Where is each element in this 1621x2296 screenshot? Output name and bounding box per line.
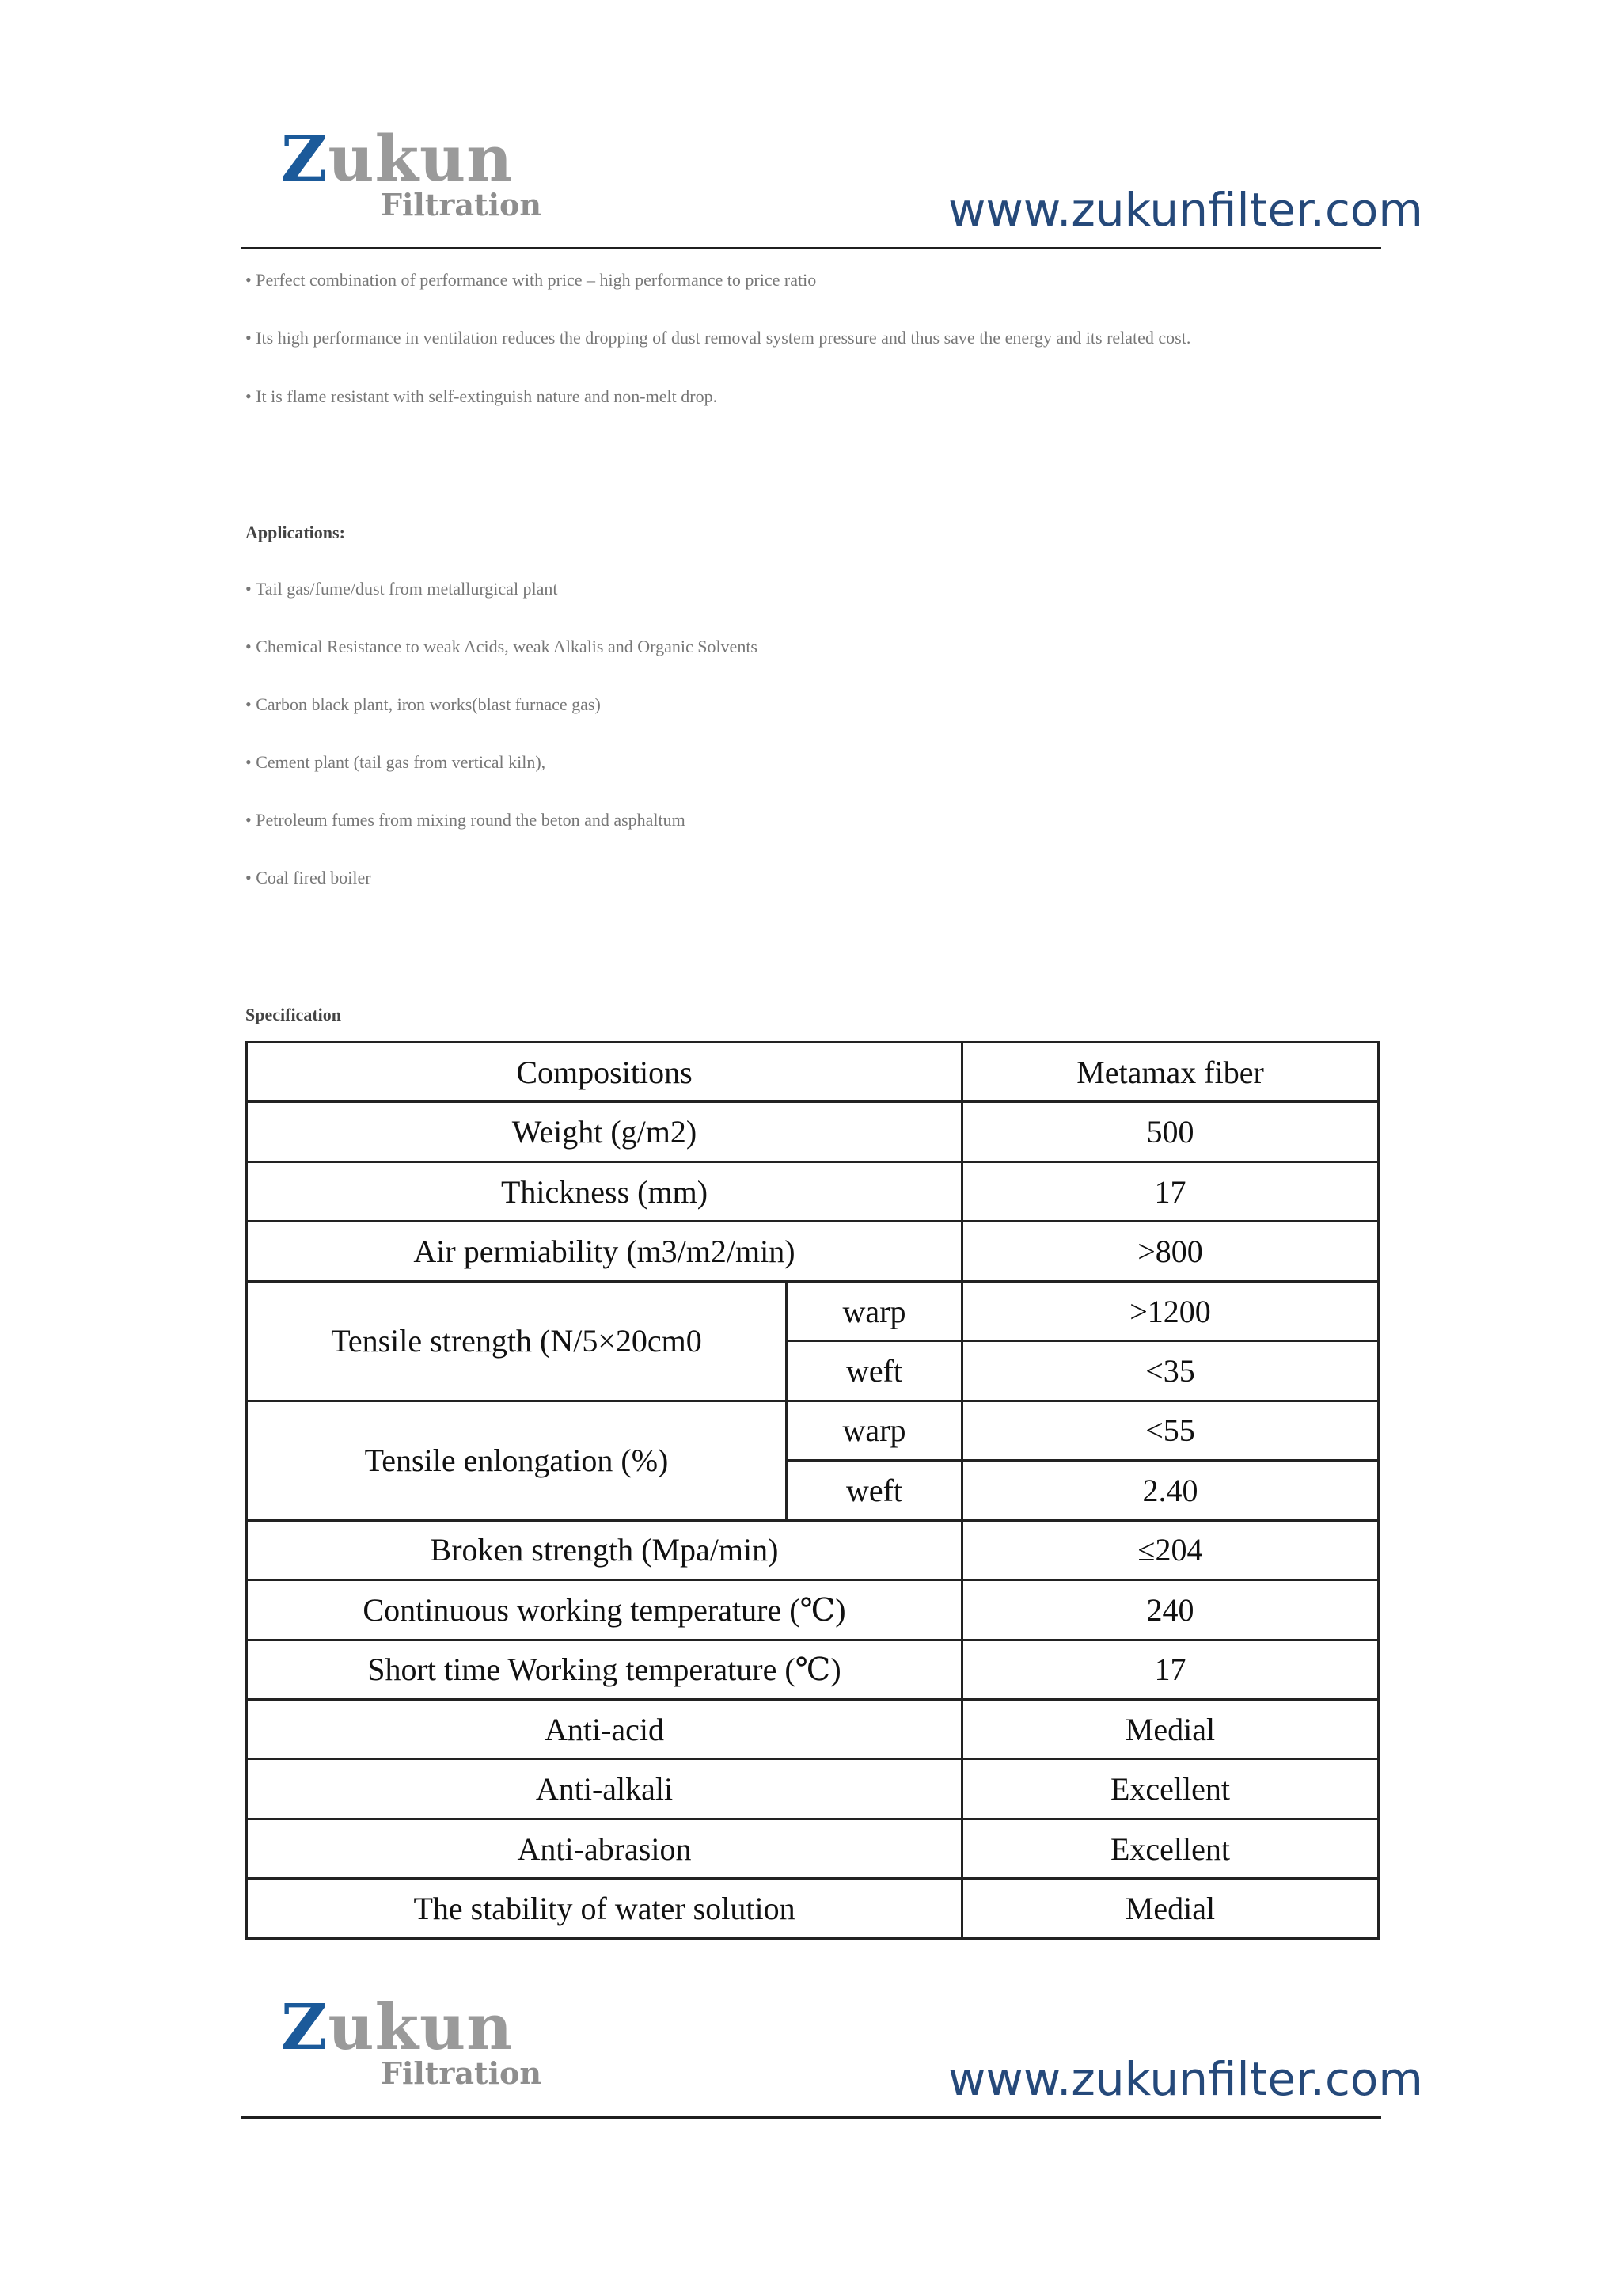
footer-divider bbox=[241, 2116, 1381, 2119]
table-row bbox=[247, 1580, 1379, 1640]
spec-value: >800 bbox=[962, 1222, 1379, 1281]
table-row bbox=[247, 1401, 1379, 1460]
table-row bbox=[247, 1879, 1379, 1939]
application-item: • Tail gas/fume/dust from metallurgical plant bbox=[245, 579, 558, 599]
spec-value: <55 bbox=[962, 1401, 1379, 1460]
logo-wordmark: ukun bbox=[328, 1990, 514, 2064]
specification-table bbox=[245, 1041, 1380, 1940]
table-row bbox=[247, 1222, 1379, 1281]
spec-label: Air permiability (m3/m2/min) bbox=[247, 1222, 962, 1281]
logo-wordmark: ukun bbox=[328, 121, 514, 196]
table-row bbox=[247, 1759, 1379, 1819]
spec-value: 240 bbox=[962, 1580, 1379, 1640]
application-item: • Coal fired boiler bbox=[245, 868, 371, 888]
spec-value: Excellent bbox=[962, 1819, 1379, 1878]
header-divider bbox=[241, 247, 1381, 249]
table-row bbox=[247, 1161, 1379, 1221]
table-row bbox=[247, 1043, 1379, 1102]
spec-value: Metamax fiber bbox=[962, 1043, 1379, 1102]
table-row bbox=[247, 1520, 1379, 1579]
spec-value: Medial bbox=[962, 1879, 1379, 1939]
application-item: • Cement plant (tail gas from vertical kiln), bbox=[245, 752, 546, 772]
specification-heading: Specification bbox=[245, 1005, 341, 1024]
spec-label: Compositions bbox=[247, 1043, 962, 1102]
spec-label: Anti-alkali bbox=[247, 1759, 962, 1819]
spec-label: Short time Working temperature (℃) bbox=[247, 1640, 962, 1699]
spec-value: Excellent bbox=[962, 1759, 1379, 1819]
logo-initial: Z bbox=[281, 121, 328, 196]
header-website-link[interactable]: www.zukunfilter.com bbox=[948, 183, 1423, 237]
spec-label: Broken strength (Mpa/min) bbox=[247, 1520, 962, 1579]
spec-label: Tensile strength (N/5×20cm0 bbox=[247, 1281, 787, 1401]
feature-item: • It is flame resistant with self-extinguish nature and non-melt drop. bbox=[245, 386, 718, 406]
feature-item: • Its high performance in ventilation reduces the dropping of dust removal system pressure and thus save the energy and its related cost. bbox=[245, 328, 1191, 348]
spec-label: Continuous working temperature (℃) bbox=[247, 1580, 962, 1640]
spec-value: ≤204 bbox=[962, 1520, 1379, 1579]
applications-heading: Applications: bbox=[245, 523, 345, 542]
spec-value: 500 bbox=[962, 1102, 1379, 1161]
application-item: • Carbon black plant, iron works(blast furnace gas) bbox=[245, 694, 601, 714]
table-row bbox=[247, 1699, 1379, 1758]
feature-item: • Perfect combination of performance with price – high performance to price ratio bbox=[245, 270, 817, 290]
table-row bbox=[247, 1102, 1379, 1161]
spec-value: 17 bbox=[962, 1640, 1379, 1699]
spec-value: <35 bbox=[962, 1341, 1379, 1401]
spec-value: 2.40 bbox=[962, 1461, 1379, 1520]
spec-label: Weight (g/m2) bbox=[247, 1102, 962, 1161]
spec-value: 17 bbox=[962, 1161, 1379, 1221]
spec-sublabel: warp bbox=[787, 1281, 962, 1340]
spec-label: Anti-acid bbox=[247, 1699, 962, 1758]
logo-subtitle: Filtration bbox=[381, 187, 542, 222]
spec-label: Thickness (mm) bbox=[247, 1161, 962, 1221]
logo-subtitle: Filtration bbox=[381, 2055, 542, 2091]
logo-initial: Z bbox=[281, 1990, 328, 2064]
spec-sublabel: weft bbox=[787, 1461, 962, 1520]
table-row bbox=[247, 1640, 1379, 1699]
spec-label: Anti-abrasion bbox=[247, 1819, 962, 1878]
spec-sublabel: weft bbox=[787, 1341, 962, 1401]
spec-label: Tensile enlongation (%) bbox=[247, 1401, 787, 1520]
application-item: • Petroleum fumes from mixing round the beton and asphaltum bbox=[245, 810, 685, 830]
spec-value: >1200 bbox=[962, 1281, 1379, 1340]
application-item: • Chemical Resistance to weak Acids, weak Alkalis and Organic Solvents bbox=[245, 637, 757, 656]
footer-website-link[interactable]: www.zukunfilter.com bbox=[948, 2052, 1423, 2106]
spec-value: Medial bbox=[962, 1699, 1379, 1758]
spec-label: The stability of water solution bbox=[247, 1879, 962, 1939]
table-row bbox=[247, 1281, 1379, 1340]
table-row bbox=[247, 1819, 1379, 1878]
spec-sublabel: warp bbox=[787, 1401, 962, 1460]
